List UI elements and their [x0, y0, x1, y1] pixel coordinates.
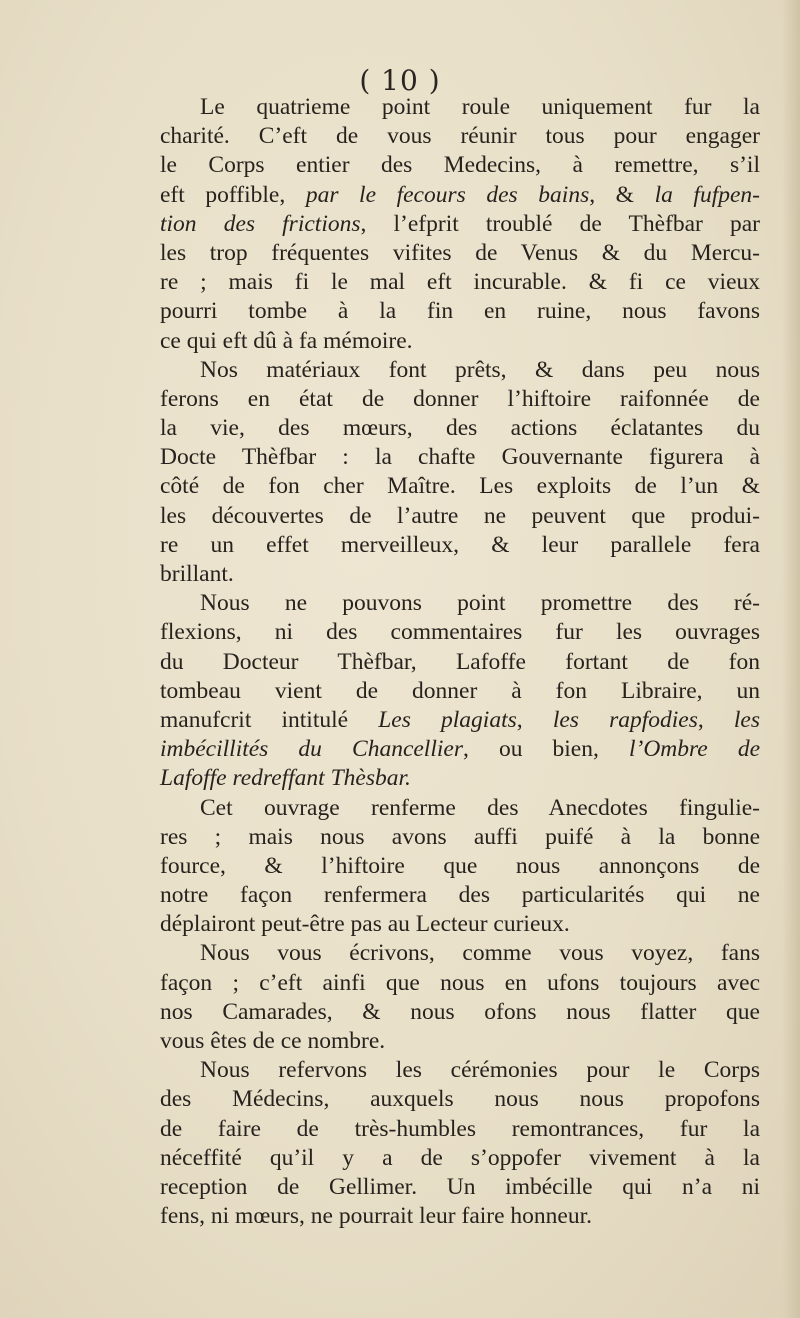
- text-run: charité. C’eft de vous réunir tous pour engager: [160, 123, 760, 150]
- text-line: [160, 1056, 760, 1085]
- text-run: res ; mais nous avons auffi puifé à la bonne: [160, 823, 760, 850]
- text-line: [160, 414, 760, 443]
- text-line: [160, 560, 760, 589]
- text-line: [160, 1085, 760, 1114]
- italic-text: l’Ombre de: [628, 736, 760, 763]
- text-line: [160, 443, 760, 472]
- text-line: [160, 1202, 760, 1231]
- text-run: Docte Thèfbar : la chafte Gouvernante figurera à: [160, 444, 760, 471]
- text-run: re un effet merveilleux, & leur parallele fera: [160, 531, 760, 558]
- text-run: fens, ni mœurs, ne pourrait leur faire honneur.: [160, 1203, 593, 1230]
- text-run: tombeau vient de donner à fon Libraire, un: [160, 677, 760, 704]
- text-run: flexions, ni des commentaires fur les ouvrages: [160, 619, 760, 646]
- text-line: [160, 239, 760, 268]
- text-run: notre façon renfermera des particularités qui ne: [160, 882, 760, 909]
- italic-text: imbécillités du Chancellier: [160, 736, 463, 763]
- text-line: [160, 823, 760, 852]
- text-line: [160, 677, 760, 706]
- text-run: , &: [589, 181, 655, 208]
- text-line: [160, 969, 760, 998]
- text-run: , ou bien,: [462, 736, 629, 763]
- text-line: [160, 385, 760, 414]
- text-run: eft poffible,: [160, 181, 306, 208]
- text-run: façon ; c’eft ainfi que nous en ufons toujours avec: [160, 969, 760, 996]
- text-line: [160, 210, 760, 239]
- text-run: reception de Gellimer. Un imbécille qui n’a ni: [160, 1173, 760, 1200]
- text-run: du Docteur Thèfbar, Lafoffe fortant de fon: [160, 648, 760, 675]
- text-run: les découvertes de l’autre ne peuvent que produi-: [160, 502, 760, 529]
- text-line: [160, 852, 760, 881]
- text-run: nos Camarades, & nous ofons nous flatter que: [160, 998, 760, 1025]
- text-run: ,: [697, 706, 734, 733]
- italic-text: la fufpen-: [654, 181, 760, 208]
- text-line: [160, 939, 760, 968]
- text-line: [160, 589, 760, 618]
- text-run: Nos matériaux font prêts, & dans peu nous: [200, 356, 760, 383]
- text-run: le Corps entier des Medecins, à remettre, s’il: [160, 152, 760, 179]
- text-line: [160, 472, 760, 501]
- italic-text: Les plagiats: [378, 706, 517, 733]
- text-line: [160, 502, 760, 531]
- text-line: [160, 297, 760, 326]
- text-line: [160, 327, 760, 356]
- text-run: les trop fréquentes vifites de Venus & du Mercu-: [160, 239, 760, 266]
- text-run: re ; mais fi le mal eft incurable. & fi ce vieux: [160, 269, 760, 296]
- text-run: Nous ne pouvons point promettre des ré-: [200, 590, 760, 617]
- text-line: [160, 181, 760, 210]
- page-number: ( 10 ): [359, 64, 441, 97]
- text-run: Le quatrieme point roule uniquement fur la: [200, 94, 760, 120]
- text-run: Nous vous écrivons, comme vous voyez, fans: [200, 940, 760, 967]
- text-run: Nous refervons les cérémonies pour le Corps: [200, 1057, 760, 1084]
- text-line: [160, 93, 760, 122]
- text-run: déplairont peut-être pas au Lecteur curieux.: [160, 911, 570, 938]
- text-line: [160, 706, 760, 735]
- text-run: ,: [516, 706, 553, 733]
- text-line: [160, 151, 760, 180]
- text-line: [160, 618, 760, 647]
- text-line: [160, 910, 760, 939]
- text-run: ce qui eft dû à fa mémoire.: [160, 327, 413, 354]
- text-line: [160, 268, 760, 297]
- text-line: [160, 1115, 760, 1144]
- text-run: de faire de très-humbles remontrances, fur la: [160, 1115, 760, 1142]
- text-line: [160, 648, 760, 677]
- text-line: [160, 998, 760, 1027]
- text-line: [160, 1144, 760, 1173]
- text-run: brillant.: [160, 561, 234, 587]
- text-run: néceffité qu’il y a de s’oppofer vivement à la: [160, 1144, 760, 1171]
- body-text: [160, 93, 760, 1231]
- italic-text: les: [733, 706, 760, 733]
- text-run: fource, & l’hiftoire que nous annonçons de: [160, 852, 760, 879]
- text-run: ferons en état de donner l’hiftoire raifonnée de: [160, 385, 760, 412]
- page-edge-shadow: [782, 0, 800, 1318]
- text-run: manufcrit intitulé: [160, 706, 379, 733]
- text-run: vous êtes de ce nombre.: [160, 1028, 386, 1054]
- text-line: [160, 356, 760, 385]
- text-run: Cet ouvrage renferme des Anecdotes fingulie-: [200, 794, 760, 821]
- text-line: [160, 122, 760, 151]
- text-run: côté de fon cher Maître. Les exploits de l’un &: [160, 473, 760, 500]
- text-line: [160, 735, 760, 764]
- text-run: des Médecins, auxquels nous nous propofons: [160, 1086, 760, 1113]
- italic-text: les rapfodies: [552, 706, 698, 733]
- italic-text: par le fecours des bains: [305, 181, 590, 208]
- italic-text: Lafoffe redreffant Thèsbar.: [160, 765, 411, 792]
- text-line: [160, 531, 760, 560]
- text-line: [160, 1027, 760, 1056]
- text-line: [160, 794, 760, 823]
- italic-text: tion des frictions: [160, 210, 361, 237]
- text-run: pourri tombe à la fin en ruine, nous favons: [160, 298, 760, 325]
- text-run: , l’efprit troublé de Thèfbar par: [360, 210, 760, 237]
- text-line: [160, 1173, 760, 1202]
- text-run: la vie, des mœurs, des actions éclatantes du: [160, 415, 760, 442]
- text-line: [160, 881, 760, 910]
- text-line: [160, 764, 760, 793]
